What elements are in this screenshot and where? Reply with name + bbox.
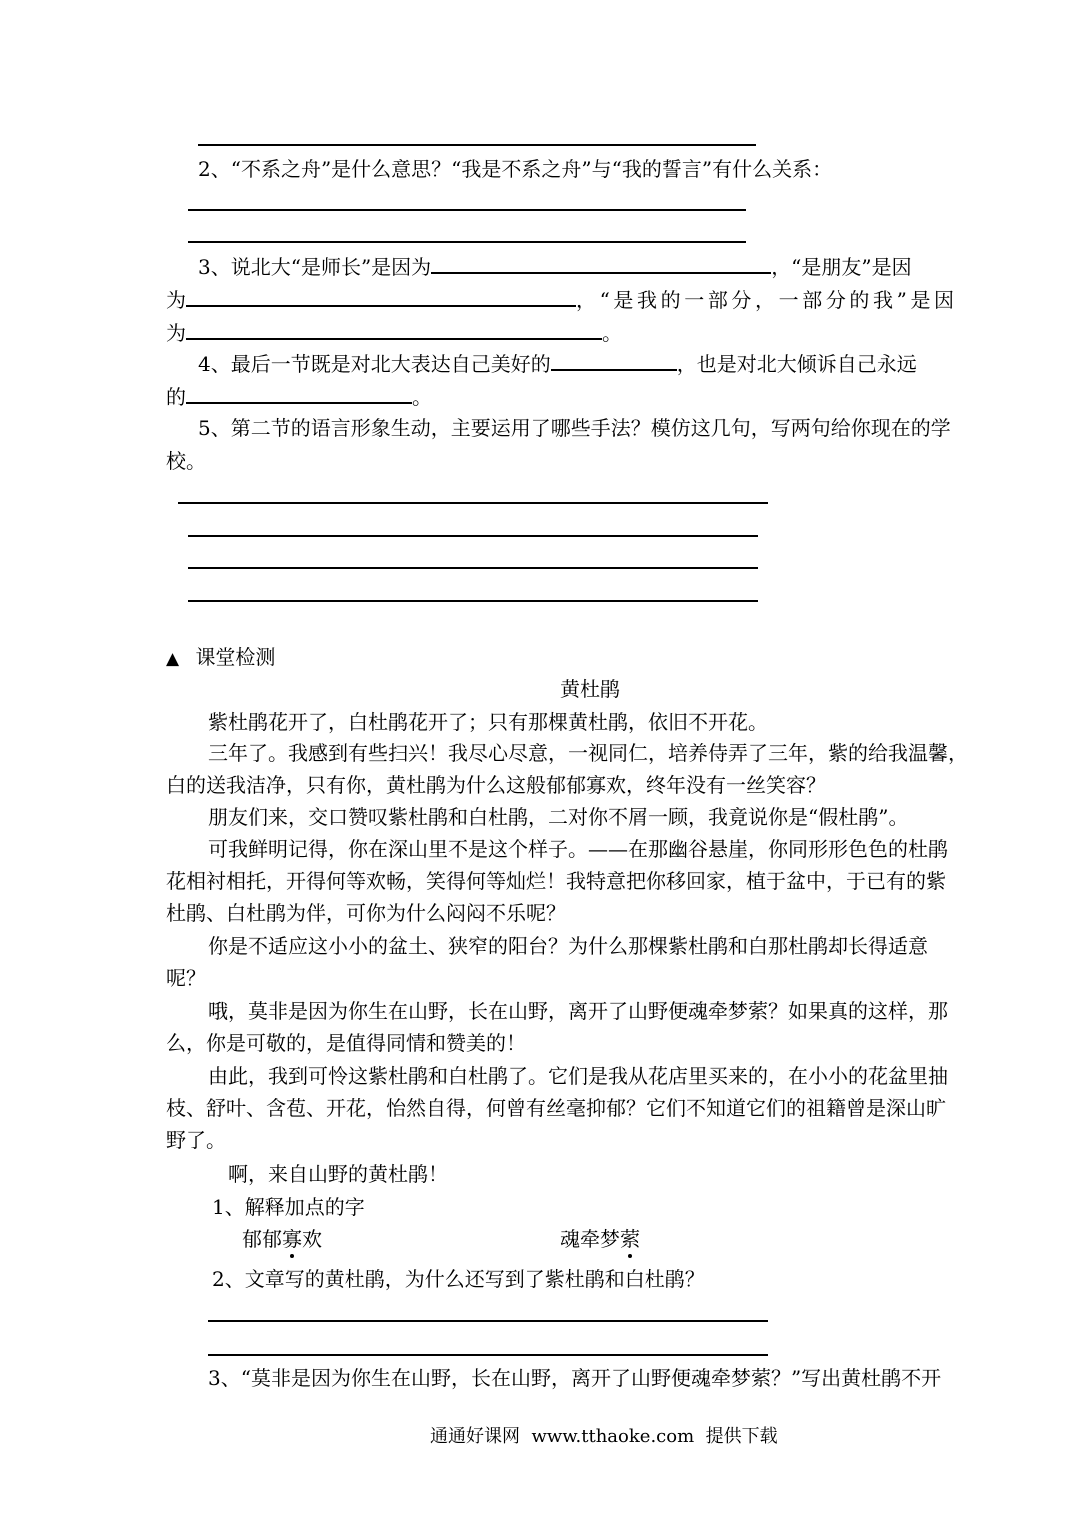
question-4-line-2	[166, 384, 432, 409]
dotted-char: 萦	[620, 1227, 640, 1251]
exercise-3: 3、“莫非是因为你生在山野，长在山野，离开了山野便魂牵梦萦？”写出黄杜鹃不开	[208, 1366, 942, 1390]
passage-line: 花相衬相托，开得何等欢畅，笑得何等灿烂！我特意把你移回家，植于盆中，于已有的紫	[166, 869, 946, 893]
question-3-line-3	[166, 320, 622, 345]
question-5-line-2: 校。	[166, 449, 206, 473]
answer-blank[interactable]	[186, 287, 576, 307]
triangle-icon: ▲	[166, 649, 180, 669]
question-2: 2、“不系之舟”是什么意思？“我是不系之舟”与“我的誓言”有什么关系：	[198, 157, 833, 181]
passage-line: 朋友们来，交口赞叹紫杜鹃和白杜鹃，二对你不屑一顾，我竟说你是“假杜鹃”。	[208, 805, 909, 829]
word-text: 魂牵梦	[560, 1227, 620, 1251]
exercise-2: 2、文章写的黄杜鹃，为什么还写到了紫杜鹃和白杜鹃？	[212, 1267, 705, 1291]
passage-line: 由此，我到可怜这紫杜鹃和白杜鹃了。它们是我从花店里买来的，在小小的花盆里抽	[208, 1064, 948, 1088]
passage-line: 啊，来自山野的黄杜鹃！	[228, 1162, 448, 1186]
question-3-text: 为	[166, 288, 186, 312]
question-4-text: 的	[166, 385, 186, 409]
passage-line: 呢？	[166, 966, 206, 990]
passage-line: 么，你是可敬的，是值得同情和赞美的！	[166, 1031, 526, 1055]
question-3-prompt: 3、说北大“是师长”是因为	[198, 255, 432, 279]
answer-line[interactable]	[188, 600, 758, 602]
answer-line[interactable]	[188, 567, 758, 569]
word-with-dot-1	[242, 1227, 322, 1251]
section-heading-text: 课堂检测	[195, 645, 276, 669]
section-heading	[166, 645, 275, 671]
question-3-text: ，“是我的一部分，一部分的我”是因	[576, 288, 958, 312]
word-with-dot-2	[560, 1227, 640, 1251]
answer-blank[interactable]	[551, 351, 677, 371]
answer-line[interactable]	[188, 209, 746, 211]
answer-line[interactable]	[188, 241, 746, 243]
passage-line: 哦，莫非是因为你生在山野，长在山野，离开了山野便魂牵梦萦？如果真的这样，那	[208, 999, 948, 1023]
question-3-text: ，“是朋友”是因	[771, 255, 912, 279]
answer-line[interactable]	[188, 535, 758, 537]
passage-title: 黄杜鹃	[560, 677, 620, 701]
question-3-text: 。	[602, 321, 622, 345]
question-4-text: 。	[412, 385, 432, 409]
question-3-line-1	[198, 254, 912, 279]
question-3-line-2	[166, 287, 1016, 312]
question-5-line-1: 5、第二节的语言形象生动，主要运用了哪些手法？模仿这几句，写两句给你现在的学	[198, 416, 951, 440]
answer-blank[interactable]	[186, 384, 412, 404]
dotted-char: 寡	[282, 1227, 302, 1251]
word-text: 欢	[302, 1227, 322, 1251]
answer-line[interactable]	[208, 1354, 768, 1356]
answer-line[interactable]	[208, 1320, 768, 1322]
passage-line: 你是不适应这小小的盆土、狭窄的阳台？为什么那棵紫杜鹃和白那杜鹃却长得适意	[208, 934, 928, 958]
passage-line: 可我鲜明记得，你在深山里不是这个样子。——在那幽谷悬崖，你同形形色色的杜鹃	[208, 837, 948, 861]
question-4-line-1	[198, 351, 917, 376]
page-footer: 通通好课网 www.tthaoke.com 提供下载	[430, 1426, 778, 1447]
passage-line: 白的送我洁净，只有你，黄杜鹃为什么这般郁郁寡欢，终年没有一丝笑容？	[166, 773, 826, 797]
passage-line: 枝、舒叶、含苞、开花，怡然自得，何曾有丝毫抑郁？它们不知道它们的祖籍曾是深山旷	[166, 1096, 946, 1120]
exercise-1: 1、解释加点的字	[212, 1195, 365, 1219]
answer-blank[interactable]	[186, 320, 602, 340]
answer-blank[interactable]	[431, 254, 771, 274]
passage-line: 野了。	[166, 1128, 226, 1152]
question-4-prompt: 4、最后一节既是对北大表达自己美好的	[198, 352, 551, 376]
word-text: 郁郁	[242, 1227, 282, 1251]
answer-line[interactable]	[178, 502, 768, 504]
passage-line: 紫杜鹃花开了，白杜鹃花开了；只有那棵黄杜鹃，依旧不开花。	[208, 710, 768, 734]
passage-line: 三年了。我感到有些扫兴！我尽心尽意，一视同仁，培养侍弄了三年，紫的给我温馨，	[208, 741, 968, 765]
question-4-text: ，也是对北大倾诉自己永远	[676, 352, 917, 376]
answer-line[interactable]	[198, 144, 756, 146]
question-3-text: 为	[166, 321, 186, 345]
passage-line: 杜鹃、白杜鹃为伴，可你为什么闷闷不乐呢？	[166, 901, 566, 925]
